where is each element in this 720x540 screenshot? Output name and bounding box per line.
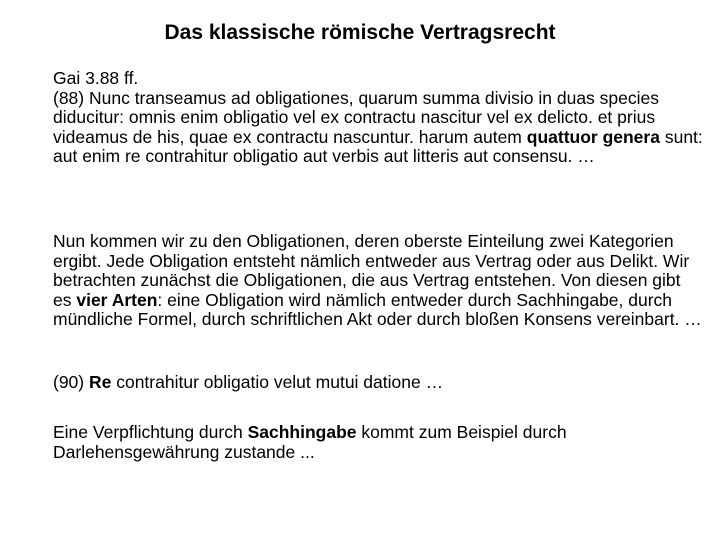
german-paragraph-90-block [53, 423, 703, 462]
latin-paragraph-90-block [53, 373, 703, 393]
german-90-text-start: Eine Verpflichtung durch [53, 422, 248, 442]
german-text-start: Nun kommen wir zu den Obligationen, deren oberste Einteilung zwei Kategorien ergibt. Jede Obligation entsteht nämlich entweder aus Vertrag oder aus Delikt. Wir betrachten zunächst die Obligationen, die aus Vertrag entstehen. Von diesen gibt es [53, 231, 690, 310]
latin-88-bold-term: quattuor genera [526, 126, 660, 147]
german-paragraph-translation [53, 232, 703, 330]
latin-90-text-start: (90) [53, 372, 89, 392]
german-90-text-end: kommt zum Beispiel durch Darlehensgewährung zustande ... [53, 422, 567, 462]
source-reference: Gai 3.88 ff. [53, 68, 139, 88]
german-paragraph-90 [53, 423, 703, 462]
slide-title: Das klassische römische Vertragsrecht [164, 21, 556, 44]
latin-88-text-start: (88) Nunc transeamus ad obligationes, quarum summa divisio in duas species diducitur: omnis enim obligatio vel ex contractu nascitur vel ex delicto. et prius videamus de his, quae ex contractu nascuntur. harum autem [53, 87, 659, 147]
latin-paragraph-90 [53, 373, 703, 393]
german-bold-term: vier Arten [76, 289, 158, 310]
german-90-bold-term: Sachhingabe [247, 422, 357, 442]
latin-90-text-end: contrahitur obligatio velut mutui datione … [111, 372, 444, 392]
german-text-block [53, 232, 703, 330]
latin-paragraph-88 [53, 89, 703, 167]
latin-90-bold-term: Re [88, 372, 112, 392]
latin-88-text-end: sunt: aut enim re contrahitur obligatio aut verbis aut litteris aut consensu. … [53, 126, 703, 166]
german-text-end: : eine Obligation wird nämlich entweder durch Sachhingabe, durch mündliche Formel, durch schriftlichen Akt oder durch bloßen Konsens vereinbart. … [53, 289, 702, 329]
latin-text-block [53, 69, 703, 167]
